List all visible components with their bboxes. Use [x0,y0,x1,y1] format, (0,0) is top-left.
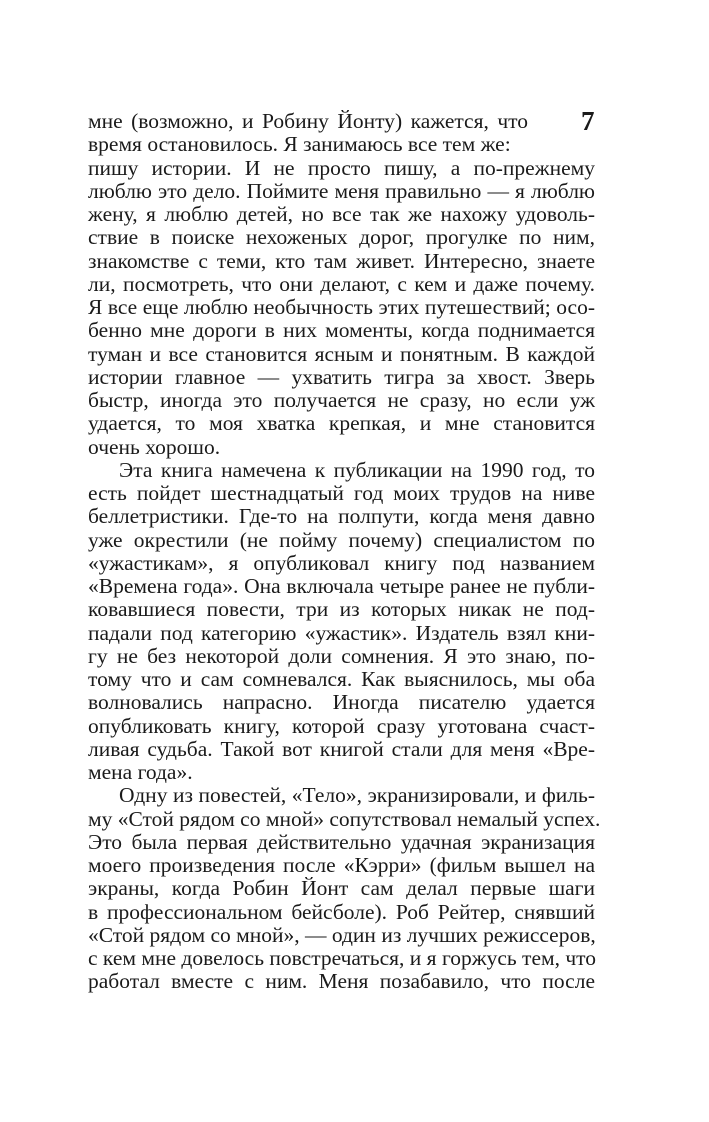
page-number: 7 [581,106,595,136]
text-line: жену, я люблю детей, но все так же нахожу удоволь- [88,202,595,226]
text-line: знакомстве с теми, кто там живет. Интересно, знаете [88,248,595,273]
text-line: быстр, иногда это получается не сразу, но если уж [88,388,595,412]
text-line: беллетристики. Где-то на полпути, когда меня давно [88,504,595,529]
text-line: время остановилось. Я занимаюсь все тем же: [88,132,511,157]
text-line: моего произведения после «Кэрри» (фильм вышел на [88,853,595,877]
text-line: Эта книга намечена к публикации на 1990 год, то [119,457,595,482]
text-line: «Стой рядом со мной», — один из лучших режиссеров, [88,922,596,947]
text-line: опубликовать книгу, которой сразу уготована счаст- [88,713,595,738]
text-line: очень хорошо. [88,434,221,459]
text-line: удается, то моя хватка крепкая, и мне становится [88,411,595,436]
text-line: люблю это дело. Поймите меня правильно — я люблю [88,178,595,203]
text-line: работал вместе с ним. Меня позабавило, что после [88,969,595,994]
text-line: «ужастикам», я опубликовал книгу под названием [88,550,595,575]
text-line: мне (возможно, и Робину Йонту) кажется, что [88,109,528,133]
text-line: мена года». [88,760,193,784]
text-line: ливая судьба. Такой вот книгой стали для меня «Вре- [88,736,595,761]
text-line: ли, посмотреть, что они делают, с кем и даже почему. [88,271,595,296]
text-line: есть пойдет шестнадцатый год моих трудов на ниве [88,481,595,505]
text-line: ковавшиеся повести, три из которых никак не под- [88,597,595,622]
text-line: бенно мне дороги в них моменты, когда поднимается [88,318,595,343]
text-line: истории главное — ухватить тигра за хвост. Зверь [88,364,595,389]
text-line: падали под категорию «ужастик». Издатель взял кни- [88,620,595,645]
text-line: с кем мне довелось повстречаться, и я горжусь тем, что [88,946,597,970]
text-line: экраны, когда Робин Йонт сам делал первые шаги [88,876,595,901]
text-line: в профессиональном бейсболе). Роб Рейтер, снявший [88,899,595,924]
text-line: Я все еще люблю необычность этих путешествий; осо- [88,295,595,319]
text-line: ствие в поиске нехоженых дорог, прогулке по ним, [88,225,595,250]
text-line: Это была первая действительно удачная экранизация [88,829,595,854]
text-line: тому что и сам сомневался. Как выяснилось, мы оба [88,667,595,691]
text-line: волновались напрасно. Иногда писателю удается [88,690,595,715]
text-line: Одну из повестей, «Тело», экранизировали, и филь- [119,783,595,808]
text-line: гу не без некоторой доли сомнения. Я это знаю, по- [88,643,595,668]
text-line: туман и все становится ясным и понятным. В каждой [88,341,595,366]
text-line: пишу истории. И не просто пишу, а по-прежнему [88,155,595,180]
body-text [88,106,601,994]
text-line: му «Стой рядом со мной» сопутствовал немалый успех. [88,806,601,831]
text-line: «Времена года». Она включала четыре ранее не публи- [88,574,595,598]
text-line: уже окрестили (не пойму почему) специалистом по [88,527,595,552]
